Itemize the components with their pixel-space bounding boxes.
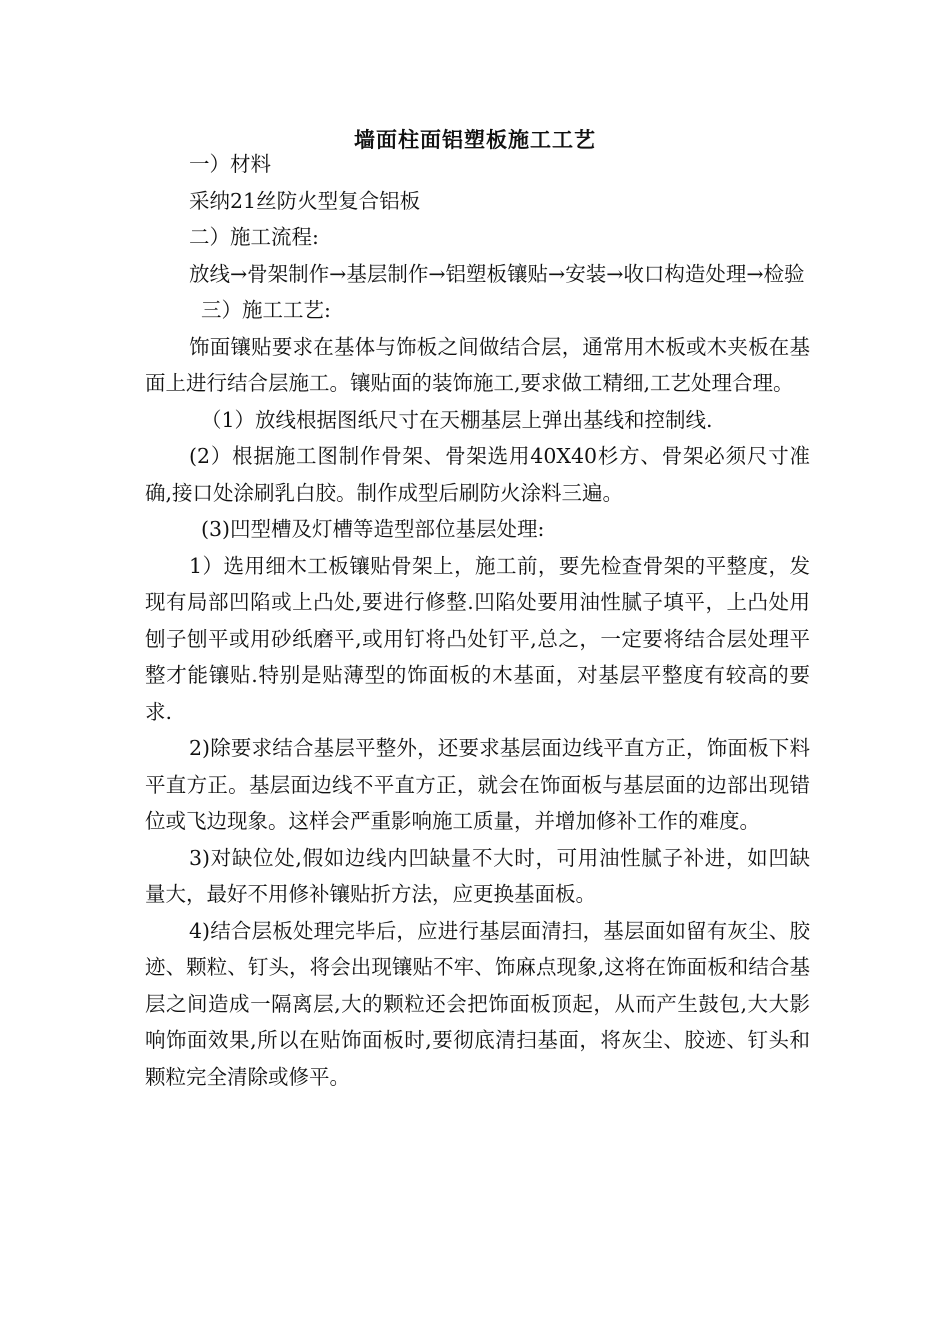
paragraph-step-3: (3)凹型槽及灯槽等造型部位基层处理:: [201, 517, 545, 541]
section-heading-technique: 三）施工工艺:: [201, 298, 331, 322]
paragraph-substep-3: 3)对缺位处,假如边线内凹缺量不大时，可用油性腻子补进，如凹缺量大，最好不用修补镶贴折方法，应更换基面板。: [145, 845, 810, 906]
document-body: [145, 146, 810, 1095]
paragraph-step-2: (2）根据施工图制作骨架、骨架选用40X40杉方、骨架必须尺寸准确,接口处涂刷乳白胶。制作成型后刷防火涂料三遍。: [145, 444, 810, 505]
paragraph-substep-2: 2)除要求结合基层平整外，还要求基层面边线平直方正，饰面板下料平直方正。基层面边线不平直方正，就会在饰面板与基层面的边部出现错位或飞边现象。这样会严重影响施工质量，并增加修补工作的难度。: [145, 736, 810, 833]
paragraph-step-1: （1）放线根据图纸尺寸在天棚基层上弹出基线和控制线.: [201, 407, 713, 432]
paragraph-technique-intro: 饰面镶贴要求在基体与饰板之间做结合层，通常用木板或木夹板在基面上进行结合层施工。镶贴面的装饰施工,要求做工精细,工艺处理合理。: [145, 334, 810, 395]
paragraph-substep-1: 1）选用细木工板镶贴骨架上，施工前，要先检查骨架的平整度，发现有局部凹陷或上凸处,要进行修整.凹陷处要用油性腻子填平，上凸处用刨子刨平或用砂纸磨平,或用钉将凸处钉平,总之，一定要将结合层处理平整才能镶贴.特别是贴薄型的饰面板的木基面，对基层平整度有较高的要求.: [145, 553, 810, 724]
section-heading-process: 二）施工流程:: [189, 225, 319, 249]
paragraph-substep-4: 4)结合层板处理完毕后，应进行基层面清扫，基层面如留有灰尘、胶迹、颗粒、钉头，将会出现镶贴不牢、饰麻点现象,这将在饰面板和结合基层之间造成一隔离层,大的颗粒还会把饰面板顶起，从而产生鼓包,大大影响饰面效果,所以在贴饰面板时,要彻底清扫基面，将灰尘、胶迹、钉头和颗粒完全清除或修平。: [145, 918, 810, 1089]
paragraph-material-spec: 采纳21丝防火型复合铝板: [189, 188, 421, 213]
document-title: 墙面柱面铝塑板施工工艺: [354, 127, 596, 152]
section-heading-materials: 一）材料: [189, 152, 271, 176]
paragraph-process-flow: 放线→骨架制作→基层制作→铝塑板镶贴→安装→收口构造处理→检验: [189, 261, 805, 286]
